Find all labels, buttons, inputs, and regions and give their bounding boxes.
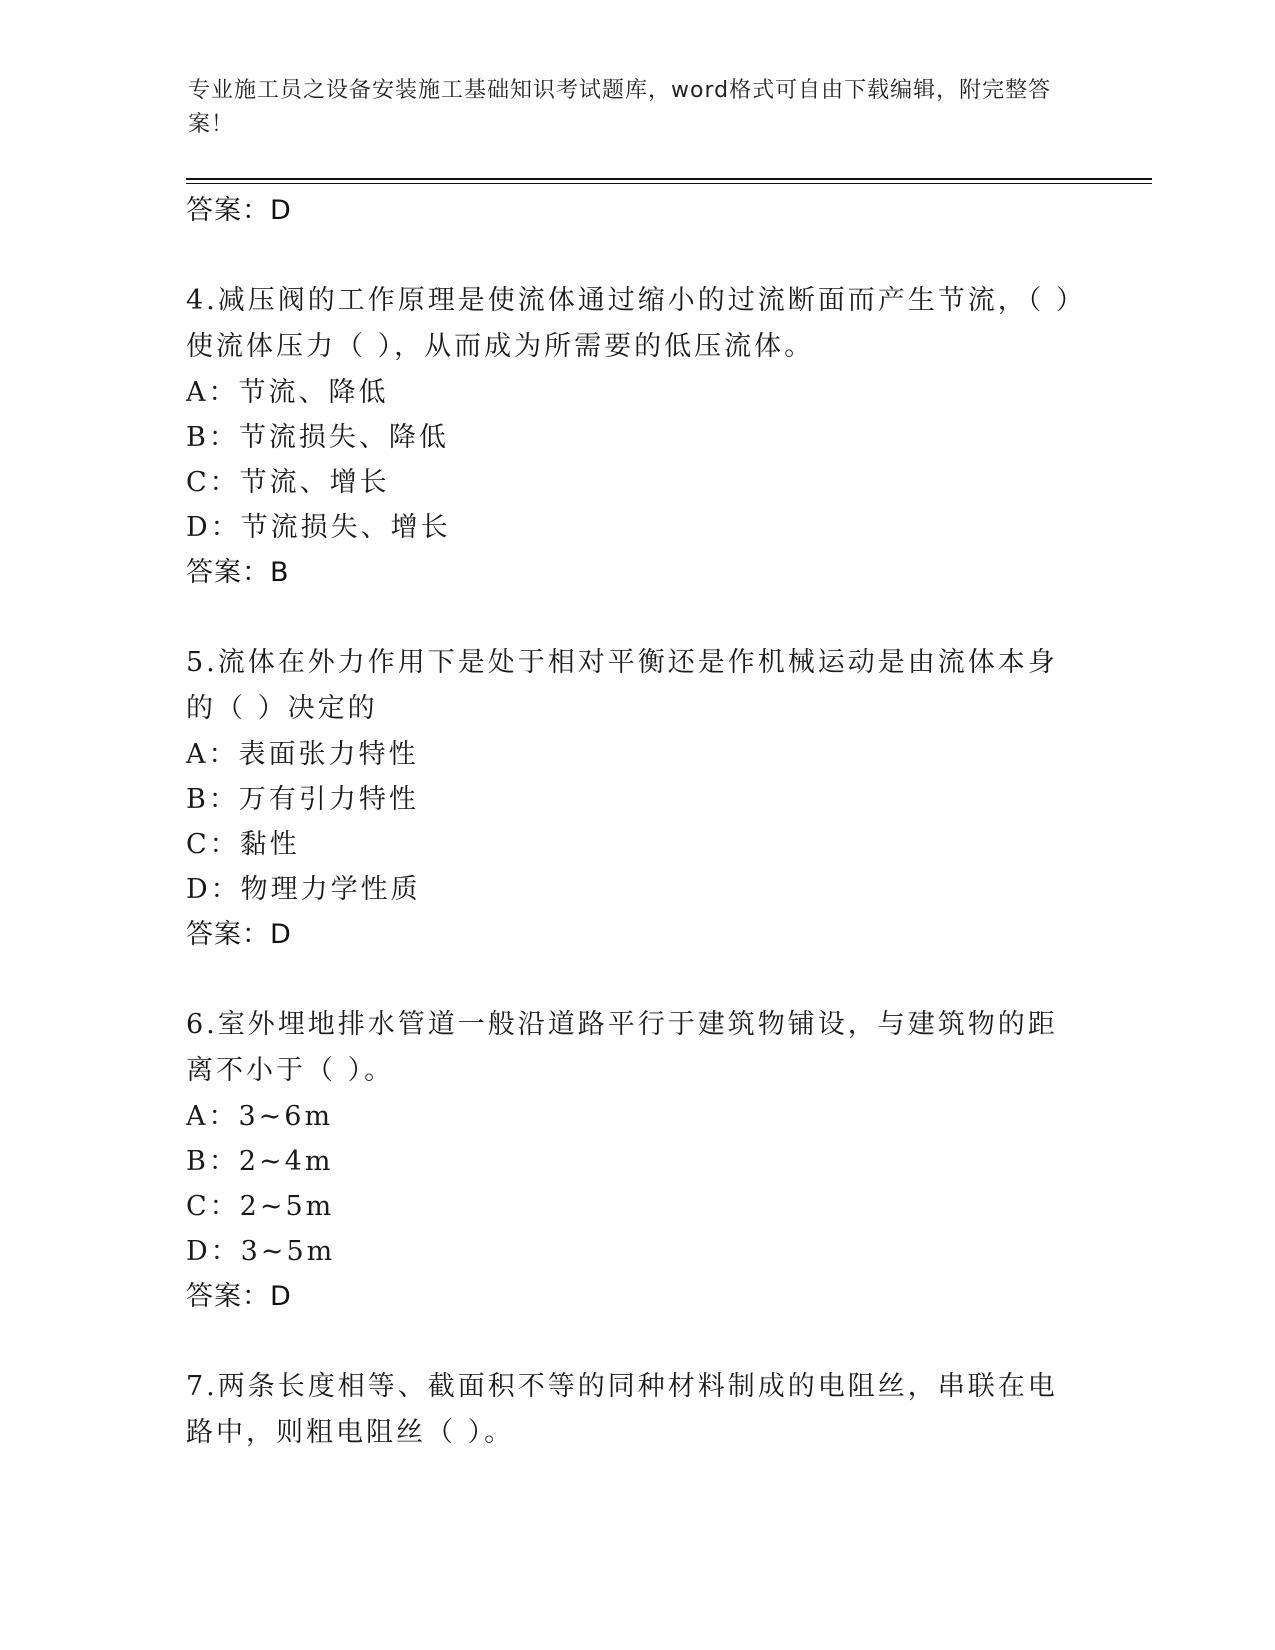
question-stem: 4.减压阀的工作原理是使流体通过缩小的过流断面而产生节流，（ ）使流体压力（ ），从而成为所需要的低压流体。	[186, 285, 1086, 362]
answer-line: 答案：D	[186, 919, 292, 950]
option-c: C：节流、增长	[186, 467, 390, 498]
question-6	[186, 1002, 1086, 1320]
option-b: B：万有引力特性	[186, 784, 419, 815]
question-5	[186, 640, 1086, 958]
option-a: A：节流、降低	[186, 377, 389, 408]
option-c: C：2~5m	[186, 1191, 335, 1222]
answer-line: 答案：D	[186, 1281, 292, 1312]
answer-line: 答案：B	[186, 557, 290, 588]
option-d: D：3~5m	[186, 1236, 336, 1267]
option-a: A：3~6m	[186, 1101, 334, 1132]
option-d: D：物理力学性质	[186, 874, 421, 905]
option-c: C：黏性	[186, 829, 300, 860]
header-divider	[186, 178, 1152, 184]
option-a: A：表面张力特性	[186, 739, 419, 770]
question-4	[186, 278, 1086, 596]
option-b: B：2~4m	[186, 1146, 334, 1177]
question-stem: 5.流体在外力作用下是处于相对平衡还是作机械运动是由流体本身的（ ）决定的	[186, 647, 1058, 724]
option-b: B：节流损失、降低	[186, 422, 449, 453]
answer-line: 答案：D	[186, 195, 292, 226]
option-d: D：节流损失、增长	[186, 512, 451, 543]
question-list	[186, 188, 1086, 1456]
question-7	[186, 1364, 1086, 1456]
question-stem: 7.两条长度相等、截面积不等的同种材料制成的电阻丝，串联在电路中，则粗电阻丝（ ）。	[186, 1371, 1058, 1448]
question-stem: 6.室外埋地排水管道一般沿道路平行于建筑物铺设，与建筑物的距离不小于（ ）。	[186, 1009, 1058, 1086]
page-header: 专业施工员之设备安装施工基础知识考试题库，word格式可自由下载编辑，附完整答案！	[188, 78, 1052, 137]
